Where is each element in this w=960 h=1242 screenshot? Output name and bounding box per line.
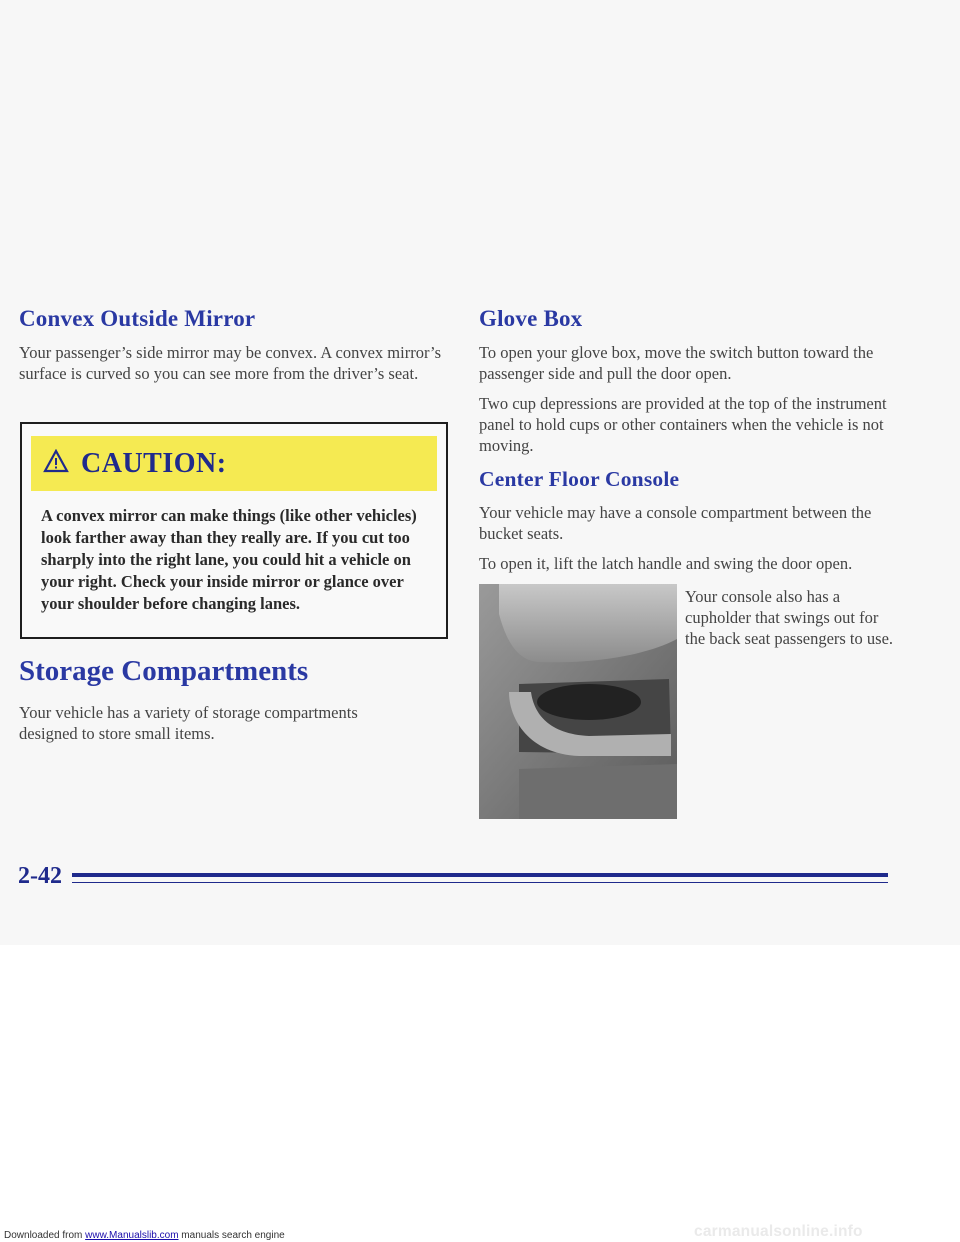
convex-mirror-heading: Convex Outside Mirror [19, 306, 256, 331]
footer-suffix: manuals search engine [178, 1230, 285, 1241]
glove-box-text-1: To open your glove box, move the switch button toward the passenger side and pull the door open. [479, 343, 874, 383]
footer-prefix: Downloaded from [4, 1230, 86, 1241]
warning-triangle-icon [43, 449, 69, 478]
download-footer [4, 1230, 285, 1241]
convex-mirror-text: Your passenger’s side mirror may be convex. A convex mirror’s surface is curved so you can see more from the driver’s seat. [19, 343, 442, 383]
watermark: carmanualsonline.info [694, 1223, 863, 1240]
page-number: 2-42 [18, 863, 62, 889]
caution-title: CAUTION: [81, 447, 227, 479]
caution-text: A convex mirror can make things (like other vehicles) look farther away than they really are. If you cut too sharply into the right lane, you could hit a vehicle on your right. Check your inside mirror or glance over your shoulder before changing lanes. [41, 506, 417, 613]
console-text-3: Your console also has a cupholder that swings out for the back seat passengers to use. [685, 587, 894, 648]
right-column [479, 306, 919, 574]
caution-box [20, 422, 448, 639]
console-text-1: Your vehicle may have a console compartment between the bucket seats. [479, 503, 872, 543]
cupholder-photo [479, 584, 677, 819]
center-console-heading: Center Floor Console [479, 467, 680, 491]
page-rule-thin [72, 882, 888, 883]
storage-text: Your vehicle has a variety of storage compartments designed to store small items. [19, 703, 358, 743]
storage-heading: Storage Compartments [19, 655, 309, 687]
glove-box-heading: Glove Box [479, 306, 583, 331]
manualslib-link[interactable]: www.Manualslib.com [85, 1230, 179, 1241]
console-text-2: To open it, lift the latch handle and swing the door open. [479, 554, 853, 573]
page-rule [72, 873, 888, 877]
left-column [19, 306, 449, 384]
caution-header [31, 436, 437, 491]
storage-section [19, 655, 449, 744]
glove-box-text-2: Two cup depressions are provided at the top of the instrument panel to hold cups or other containers when the vehicle is not moving. [479, 394, 887, 455]
